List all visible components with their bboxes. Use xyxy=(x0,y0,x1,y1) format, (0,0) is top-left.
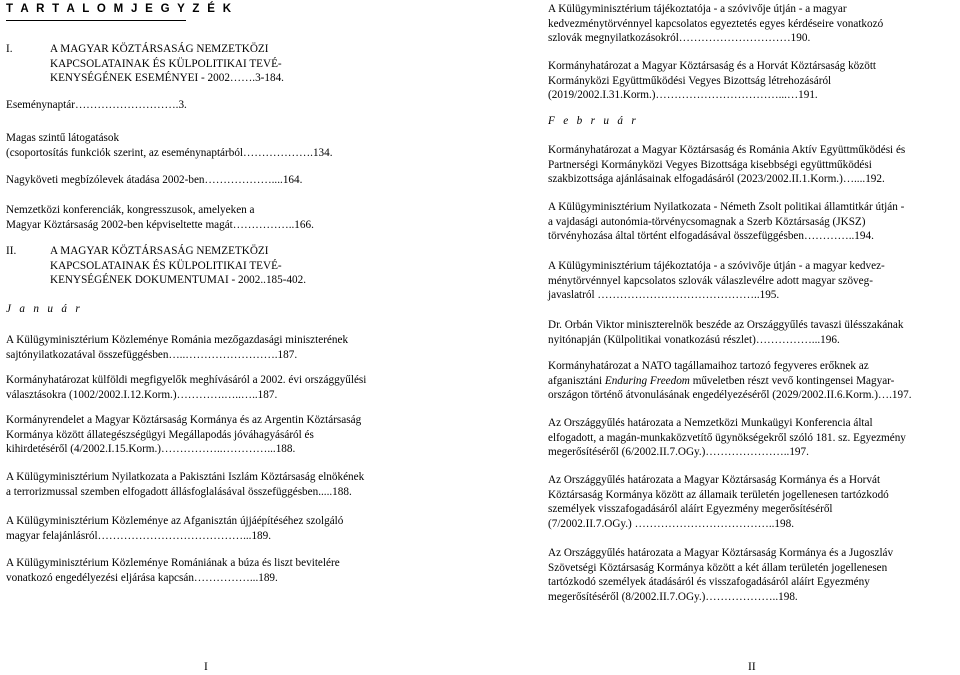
toc-entry[interactable]: Eseménynaptár……………………….3. xyxy=(6,99,187,111)
toc-entry[interactable]: A Külügyminisztérium Közleménye Románia mezőgazdasági miniszterének sajtónyilatkozatával összefüggésben…..…………………….187. xyxy=(6,334,349,361)
month-heading-january: J a n u á r xyxy=(6,303,83,315)
toc-entry[interactable]: Kormányhatározat a Magyar Köztársaság és Románia Aktív Együttműködési és Partnerségi Kormányközi Vegyes Bizottsága kisebbségi együttműködési szakbizottsága ajánlásainak elfogadásáról (2023/2002.II.1.Korm.)…....192. xyxy=(548,144,906,186)
toc-entry[interactable]: Kormányrendelet a Magyar Köztársaság Kormánya és az Argentin Köztársaság Kormánya között állategészségügyi Megállapodás jóváhagyásáról és kihirdetéséről (4/2002.I.15.Korm.)……………..…………...188. xyxy=(6,414,362,456)
toc-entry[interactable]: Az Országgyűlés határozata a Nemzetközi Munkaügyi Konferencia által elfogadott, a magán-munkaközvetítő ügynökségekről szóló 181. sz. Egyezmény megerősítéséről (6/2002.II.7.OGy.)…………………..197. xyxy=(548,417,906,459)
title-underline xyxy=(6,20,186,21)
toc-entry[interactable]: Kormányhatározat külföldi megfigyelők meghívásáról a 2002. évi országgyűlési választásokra (1002/2002.I.12.Korm.)………….…..…..187. xyxy=(6,374,367,401)
toc-entry[interactable]: Kormányhatározat a NATO tagállamaihoz tartozó fegyveres erőknek az afganisztáni Enduring Freedom műveletben részt vevő kontingensei Magyar- országon történő átvonulásának engedélyezéséről (2029/2002.II.6.Korm.)….197. xyxy=(548,359,958,403)
toc-entry[interactable]: A Külügyminisztérium tájékoztatója - a szóvivője útján - a magyar kedvezménytörvénnyel kapcsolatos egyeztetés egyes kérdéseire vonatkozó szlovák megnyilatkozásokról…………………………190. xyxy=(548,3,884,45)
toc-entry[interactable]: Kormányhatározat a Magyar Köztársaság és a Horvát Köztársaság között Kormányközi Együttműködési Vegyes Bizottság létrehozásáról (2019/2002.I.31.Korm.)……………………………...…191. xyxy=(548,60,877,102)
month-heading-february: F e b r u á r xyxy=(548,115,639,127)
toc-entry[interactable]: A Külügyminisztérium Közleménye az Afganisztán újjáépítéséhez szolgáló magyar felajánlásról…………………………………...189. xyxy=(6,515,344,542)
toc-entry[interactable]: A Külügyminisztérium Nyilatkozata a Pakisztáni Iszlám Köztársaság elnökének a terrorizmussal szemben elfogadott állásfoglalásával összefüggésben.....188. xyxy=(6,471,365,498)
section-2-number: II. xyxy=(6,245,17,257)
toc-entry[interactable]: Nemzetközi konferenciák, kongresszusok, amelyeken a Magyar Köztársaság 2002-ben képviseltette magát……………..166. xyxy=(6,204,314,231)
toc-entry[interactable]: Az Országgyűlés határozata a Magyar Köztársaság Kormánya és a Horvát Köztársaság Kormánya között az államaik területén jogellenesen tartózkodó személyek visszafogadásáról aláírt Egyezmény megerősítéséről (7/2002.II.7.OGy.) ………………………………..198. xyxy=(548,474,889,530)
toc-entry[interactable]: A Külügyminisztérium tájékoztatója - a szóvivője útján - a magyar kedvez- ménytörvénnyel kapcsolatos szlovák válaszlevélre adott magyar szöveg- javaslatról ……………………………………..195. xyxy=(548,260,885,302)
toc-entry[interactable]: Az Országgyűlés határozata a Magyar Köztársaság Kormánya és a Jugoszláv Szövetségi Köztársaság Kormánya között a két állam területén jogellenesen tartózkodó személyek átadásáról és visszafogadásáról aláírt Egyezmény megerősítéséről (8/2002.II.7.OGy.)………………..198. xyxy=(548,547,894,603)
toc-entry[interactable]: A Külügyminisztérium Közleménye Romániának a búza és liszt bevitelére vonatkozó engedélyezési eljárása kapcsán……………...189. xyxy=(6,557,340,584)
page-number-left: I xyxy=(204,661,208,673)
enduring-freedom-line: afganisztáni Enduring Freedom műveletben részt vevő kontingensei Magyar- xyxy=(548,374,895,387)
section-1-number: I. xyxy=(6,43,13,55)
toc-entry[interactable]: Nagyköveti megbízólevek átadása 2002-ben………………....164. xyxy=(6,174,303,186)
section-2-title: A MAGYAR KÖZTÁRSASÁG NEMZETKÖZI KAPCSOLATAINAK ÉS KÜLPOLITIKAI TEVÉ- KENYSÉGÉNEK DOKUMENTUMAI - 2002..185-402. xyxy=(50,245,307,287)
page-number-right: II xyxy=(748,661,756,673)
section-1-title: A MAGYAR KÖZTÁRSASÁG NEMZETKÖZI KAPCSOLATAINAK ÉS KÜLPOLITIKAI TEVÉ- KENYSÉGÉNEK ESEMÉNYEI - 2002…….3-184. xyxy=(50,43,284,85)
toc-entry[interactable]: Magas szintű látogatások (csoportosítás funkciók szerint, az eseménynaptárból……………….134. xyxy=(6,132,333,159)
toc-entry[interactable]: Dr. Orbán Viktor miniszterelnök beszéde az Országgyűlés tavaszi ülésszakának nyitónapján (Külpolitikai vonatkozású részlet)……………...196. xyxy=(548,319,904,346)
toc-title: T A R T A L O M J E G Y Z É K xyxy=(6,3,234,15)
toc-entry[interactable]: A Külügyminisztérium Nyilatkozata - Németh Zsolt politikai államtitkár útján - a vajdasági autonómia-törvénycsomagnak a Szerb Köztársaság (JKSZ) törvényhozása által történt elfogadásával összefüggésben…………..194. xyxy=(548,201,905,243)
